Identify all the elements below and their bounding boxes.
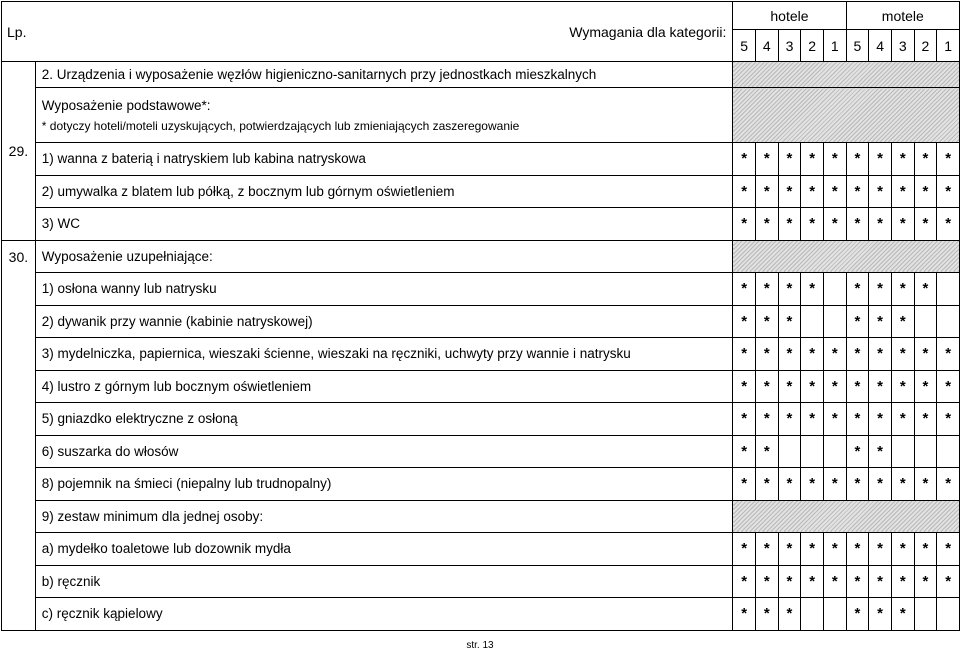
rating-mark: * bbox=[755, 175, 778, 208]
rating-mark: * bbox=[733, 370, 756, 403]
rating-mark: * bbox=[801, 338, 824, 371]
item-title: Wyposażenie uzupełniające: bbox=[35, 240, 733, 273]
rating-mark: * bbox=[937, 175, 960, 208]
rating-mark: * bbox=[823, 533, 846, 566]
rating-mark: * bbox=[801, 208, 824, 241]
requirement-text: c) ręcznik kąpielowy bbox=[35, 598, 733, 631]
rating-mark: * bbox=[891, 533, 914, 566]
rating-mark: * bbox=[869, 468, 892, 501]
rating-mark bbox=[937, 598, 960, 631]
rating-mark bbox=[823, 273, 846, 306]
rating-mark: * bbox=[846, 273, 869, 306]
rating-mark bbox=[937, 305, 960, 338]
requirement-text: 1) osłona wanny lub natrysku bbox=[35, 273, 733, 306]
hotel-level-header: 3 bbox=[778, 30, 801, 62]
table-row bbox=[2, 500, 960, 533]
rating-mark: * bbox=[778, 208, 801, 241]
rating-mark: * bbox=[869, 175, 892, 208]
table-row bbox=[2, 533, 960, 566]
requirement-text: 3) mydelniczka, papiernica, wieszaki ścienne, wieszaki na ręczniki, uchwyty przy wannie i natrysku bbox=[35, 338, 733, 371]
rating-mark: * bbox=[778, 468, 801, 501]
rating-mark bbox=[914, 435, 937, 468]
motel-level-header: 1 bbox=[937, 30, 960, 62]
rating-mark: * bbox=[869, 273, 892, 306]
table-row bbox=[2, 240, 960, 273]
rating-mark: * bbox=[755, 273, 778, 306]
rating-mark: * bbox=[778, 175, 801, 208]
table-row bbox=[2, 435, 960, 468]
hotel-level-header: 2 bbox=[801, 30, 824, 62]
rating-mark: * bbox=[914, 565, 937, 598]
rating-mark bbox=[801, 435, 824, 468]
rating-mark bbox=[914, 598, 937, 631]
rating-mark: * bbox=[778, 338, 801, 371]
requirement-text: 6) suszarka do włosów bbox=[35, 435, 733, 468]
rating-mark: * bbox=[846, 338, 869, 371]
requirements-table bbox=[1, 1, 960, 631]
rating-mark: * bbox=[869, 403, 892, 436]
requirement-text: 2) umywalka z blatem lub półką, z bocznym lub górnym oświetleniem bbox=[35, 175, 733, 208]
table-row bbox=[2, 143, 960, 176]
rating-mark: * bbox=[778, 565, 801, 598]
rating-mark: * bbox=[778, 403, 801, 436]
rating-mark: * bbox=[801, 468, 824, 501]
rating-mark: * bbox=[914, 175, 937, 208]
requirement-text: 3) WC bbox=[35, 208, 733, 241]
rating-mark bbox=[823, 435, 846, 468]
rating-mark: * bbox=[891, 143, 914, 176]
requirement-text: 9) zestaw minimum dla jednej osoby: bbox=[35, 500, 733, 533]
rating-mark: * bbox=[891, 273, 914, 306]
rating-mark: * bbox=[801, 533, 824, 566]
rating-mark: * bbox=[733, 143, 756, 176]
rating-mark: * bbox=[869, 565, 892, 598]
rating-mark: * bbox=[891, 305, 914, 338]
rating-mark: * bbox=[846, 403, 869, 436]
rating-mark: * bbox=[778, 305, 801, 338]
rating-mark: * bbox=[801, 565, 824, 598]
rating-mark: * bbox=[823, 565, 846, 598]
rating-mark: * bbox=[914, 403, 937, 436]
footnote: * dotyczy hoteli/moteli uzyskujących, potwierdzających lub zmieniających zaszeregowanie bbox=[41, 118, 520, 133]
table-row bbox=[2, 370, 960, 403]
hotel-level-header: 1 bbox=[823, 30, 846, 62]
table-row bbox=[2, 338, 960, 371]
rating-mark: * bbox=[755, 143, 778, 176]
requirement-text: 5) gniazdko elektryczne z osłoną bbox=[35, 403, 733, 436]
rating-mark: * bbox=[823, 468, 846, 501]
page-number: str. 13 bbox=[466, 640, 494, 651]
rating-mark: * bbox=[937, 208, 960, 241]
rating-mark: * bbox=[778, 143, 801, 176]
requirement-text: b) ręcznik bbox=[35, 565, 733, 598]
rating-mark: * bbox=[937, 143, 960, 176]
rating-mark: * bbox=[733, 305, 756, 338]
rating-mark: * bbox=[937, 403, 960, 436]
requirement-text: 2) dywanik przy wannie (kabinie natryskowej) bbox=[35, 305, 733, 338]
rating-mark: * bbox=[733, 565, 756, 598]
motels-group-header: motele bbox=[846, 2, 959, 30]
motel-level-header: 3 bbox=[891, 30, 914, 62]
rating-mark: * bbox=[801, 370, 824, 403]
rating-mark: * bbox=[778, 273, 801, 306]
rating-mark: * bbox=[733, 208, 756, 241]
rating-mark: * bbox=[755, 565, 778, 598]
lp-header: Lp. bbox=[2, 2, 36, 62]
rating-mark bbox=[823, 305, 846, 338]
rating-mark bbox=[914, 305, 937, 338]
table-row bbox=[2, 598, 960, 631]
rating-mark: * bbox=[914, 533, 937, 566]
hotel-level-header: 5 bbox=[733, 30, 756, 62]
requirement-text: 1) wanna z baterią i natryskiem lub kabina natryskowa bbox=[35, 143, 733, 176]
rating-mark: * bbox=[846, 598, 869, 631]
rating-mark: * bbox=[755, 435, 778, 468]
table-row bbox=[2, 273, 960, 306]
rating-mark: * bbox=[823, 338, 846, 371]
requirement-text: 4) lustro z górnym lub bocznym oświetleniem bbox=[35, 370, 733, 403]
table-row bbox=[2, 468, 960, 501]
rating-mark: * bbox=[846, 208, 869, 241]
rating-mark: * bbox=[937, 370, 960, 403]
rating-mark bbox=[891, 435, 914, 468]
item-title bbox=[35, 88, 733, 143]
rating-mark: * bbox=[846, 143, 869, 176]
rating-mark: * bbox=[869, 208, 892, 241]
rating-mark: * bbox=[891, 370, 914, 403]
section-title: 2. Urządzenia i wyposażenie węzłów higieniczno-sanitarnych przy jednostkach mieszkalnych bbox=[35, 62, 733, 88]
item-number: 29. bbox=[2, 62, 36, 241]
item-number: 30. bbox=[2, 240, 36, 630]
table-row bbox=[2, 175, 960, 208]
rating-mark: * bbox=[801, 403, 824, 436]
rating-mark: * bbox=[823, 175, 846, 208]
rating-mark: * bbox=[801, 143, 824, 176]
rating-mark: * bbox=[755, 468, 778, 501]
requirement-text: a) mydełko toaletowe lub dozownik mydła bbox=[35, 533, 733, 566]
rating-mark: * bbox=[733, 175, 756, 208]
rating-mark: * bbox=[891, 175, 914, 208]
table-row bbox=[2, 305, 960, 338]
rating-mark: * bbox=[733, 435, 756, 468]
rating-mark: * bbox=[846, 435, 869, 468]
item-title-text: Wyposażenie podstawowe*: bbox=[41, 97, 211, 113]
rating-mark: * bbox=[733, 598, 756, 631]
rating-mark: * bbox=[755, 370, 778, 403]
rating-mark bbox=[778, 435, 801, 468]
rating-mark: * bbox=[733, 403, 756, 436]
rating-mark: * bbox=[846, 370, 869, 403]
rating-mark: * bbox=[846, 565, 869, 598]
hatched-cell bbox=[733, 240, 960, 273]
rating-mark: * bbox=[891, 598, 914, 631]
rating-mark: * bbox=[823, 143, 846, 176]
rating-mark: * bbox=[801, 175, 824, 208]
table-row bbox=[2, 208, 960, 241]
rating-mark bbox=[823, 598, 846, 631]
rating-mark: * bbox=[914, 338, 937, 371]
rating-mark: * bbox=[937, 533, 960, 566]
rating-mark bbox=[801, 598, 824, 631]
motel-level-header: 2 bbox=[914, 30, 937, 62]
rating-mark: * bbox=[823, 403, 846, 436]
rating-mark: * bbox=[733, 533, 756, 566]
rating-mark: * bbox=[755, 338, 778, 371]
hatched-cell bbox=[733, 500, 960, 533]
table-row bbox=[2, 88, 960, 143]
table-row bbox=[2, 403, 960, 436]
rating-mark: * bbox=[755, 305, 778, 338]
rating-mark: * bbox=[733, 468, 756, 501]
motel-level-header: 4 bbox=[869, 30, 892, 62]
rating-mark: * bbox=[846, 175, 869, 208]
rating-mark: * bbox=[778, 370, 801, 403]
rating-mark: * bbox=[778, 598, 801, 631]
rating-mark: * bbox=[869, 370, 892, 403]
rating-mark: * bbox=[846, 305, 869, 338]
rating-mark: * bbox=[755, 533, 778, 566]
rating-mark: * bbox=[869, 435, 892, 468]
rating-mark: * bbox=[914, 273, 937, 306]
rating-mark: * bbox=[914, 370, 937, 403]
requirements-header: Wymagania dla kategorii: bbox=[35, 2, 733, 62]
rating-mark bbox=[801, 305, 824, 338]
motel-level-header: 5 bbox=[846, 30, 869, 62]
rating-mark: * bbox=[891, 338, 914, 371]
rating-mark: * bbox=[823, 370, 846, 403]
rating-mark: * bbox=[869, 143, 892, 176]
rating-mark: * bbox=[937, 338, 960, 371]
rating-mark: * bbox=[846, 533, 869, 566]
rating-mark: * bbox=[801, 273, 824, 306]
rating-mark: * bbox=[914, 468, 937, 501]
rating-mark: * bbox=[914, 208, 937, 241]
rating-mark: * bbox=[891, 565, 914, 598]
hotels-group-header: hotele bbox=[733, 2, 846, 30]
rating-mark: * bbox=[891, 468, 914, 501]
rating-mark: * bbox=[733, 273, 756, 306]
rating-mark: * bbox=[869, 598, 892, 631]
rating-mark: * bbox=[891, 403, 914, 436]
hatched-cell bbox=[733, 88, 960, 143]
rating-mark: * bbox=[778, 533, 801, 566]
rating-mark: * bbox=[846, 468, 869, 501]
requirement-text: 8) pojemnik na śmieci (niepalny lub trudnopalny) bbox=[35, 468, 733, 501]
rating-mark: * bbox=[869, 533, 892, 566]
rating-mark: * bbox=[937, 468, 960, 501]
rating-mark bbox=[937, 273, 960, 306]
rating-mark: * bbox=[914, 143, 937, 176]
rating-mark: * bbox=[823, 208, 846, 241]
rating-mark: * bbox=[891, 208, 914, 241]
rating-mark: * bbox=[755, 208, 778, 241]
table-row bbox=[2, 565, 960, 598]
hotel-level-header: 4 bbox=[755, 30, 778, 62]
rating-mark: * bbox=[755, 598, 778, 631]
rating-mark: * bbox=[755, 403, 778, 436]
rating-mark: * bbox=[869, 338, 892, 371]
rating-mark: * bbox=[869, 305, 892, 338]
rating-mark: * bbox=[937, 565, 960, 598]
rating-mark: * bbox=[733, 338, 756, 371]
rating-mark bbox=[937, 435, 960, 468]
hatched-cell bbox=[733, 62, 960, 88]
table-row bbox=[2, 62, 960, 88]
